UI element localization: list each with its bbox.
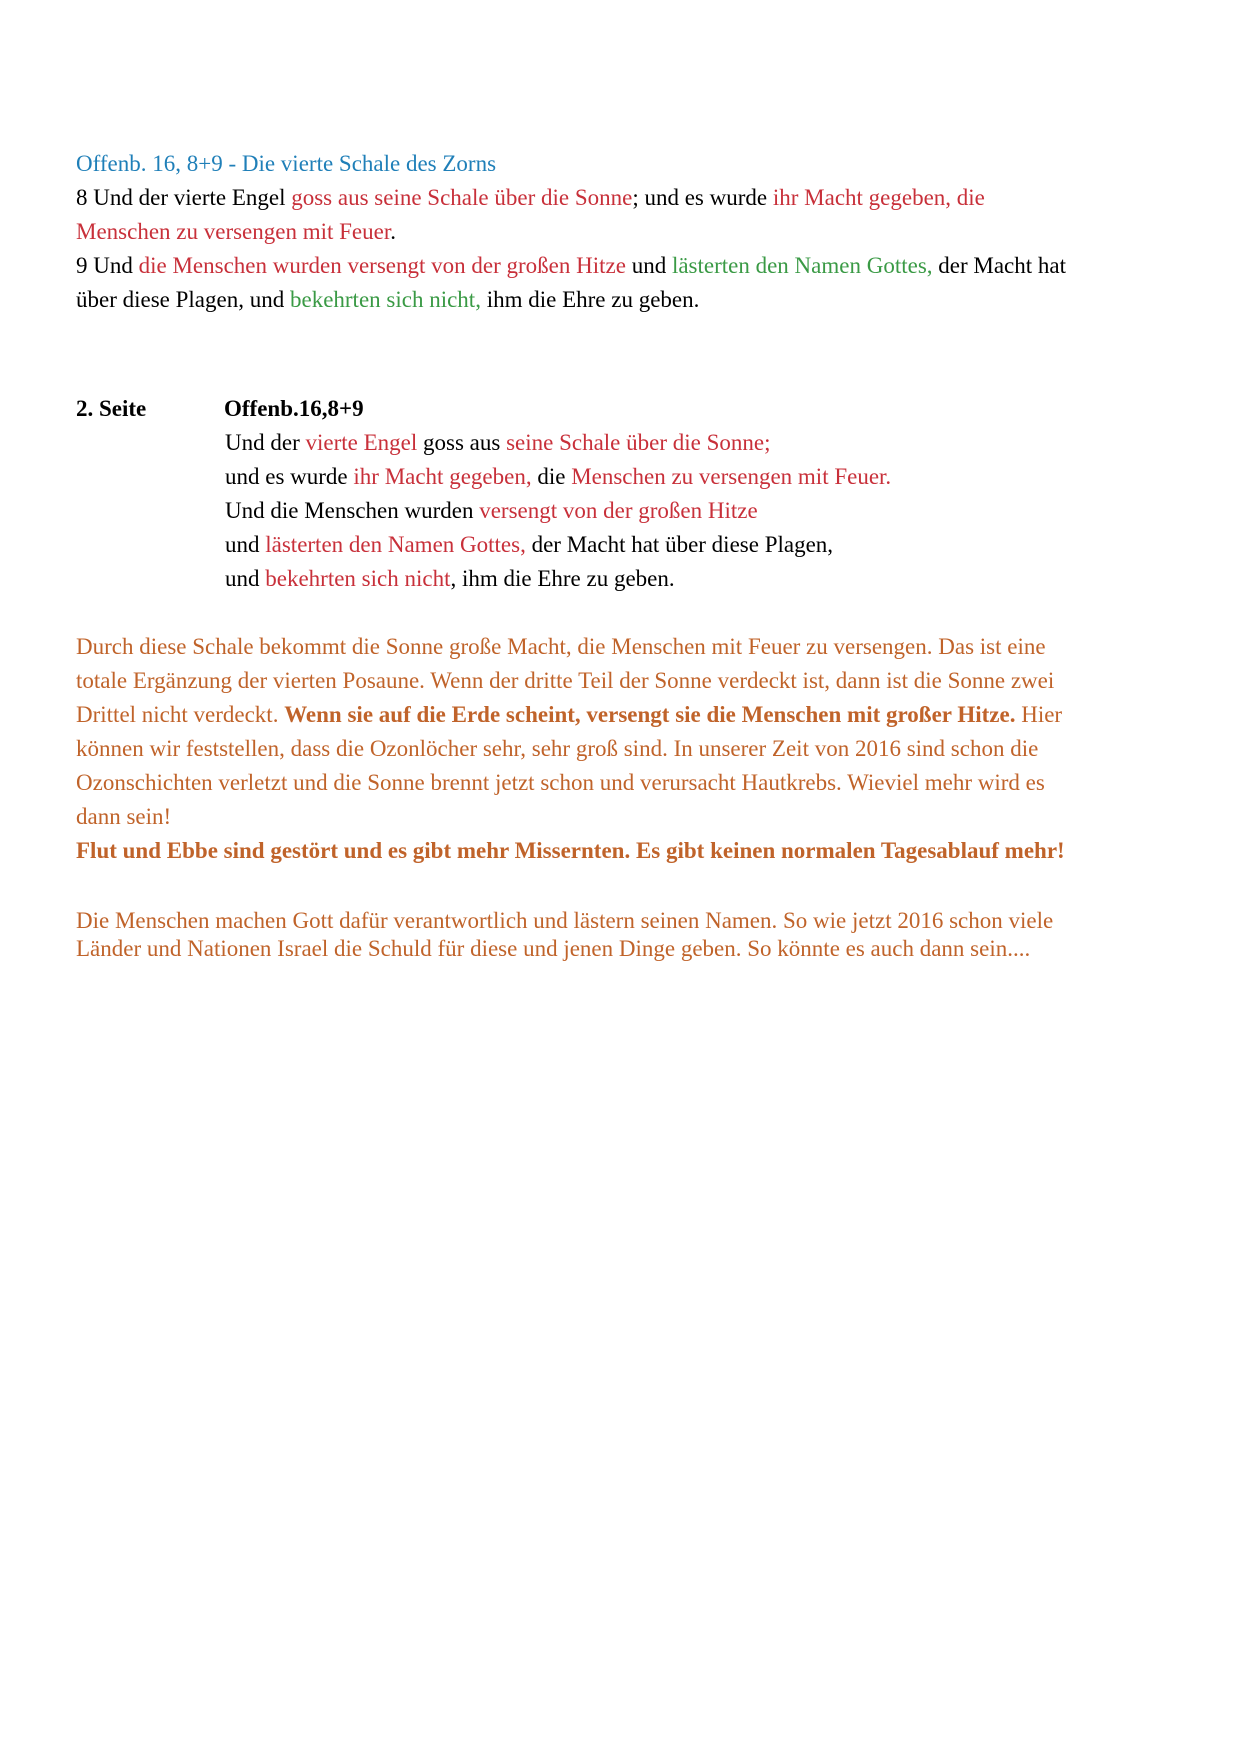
verse-highlight-red: ihr Macht gegeben, die [772, 185, 985, 210]
verse-line-3 [76, 249, 1066, 283]
verse-text: . [390, 219, 396, 244]
structured-verse-line-2 [225, 460, 891, 494]
verse-highlight-red: ihr Macht gegeben, [353, 464, 532, 489]
verse-highlight-red: lästerten den Namen Gottes, [265, 532, 526, 557]
verse-text: und es wurde [225, 464, 354, 489]
section-label: 2. Seite [76, 396, 147, 421]
verse-text: die [531, 464, 572, 489]
verse-highlight-red: goss aus seine Schale über die Sonne [291, 185, 633, 210]
verse-text: der Macht hat [932, 253, 1067, 278]
verse-text: goss aus [417, 430, 507, 455]
verse-text: ihm die Ehre zu geben. [480, 287, 700, 312]
structured-verse-line-3 [225, 494, 758, 528]
verse-text: und [625, 253, 672, 278]
verse-text: 8 Und der vierte Engel [76, 185, 292, 210]
commentary-line-4: können wir feststellen, dass die Ozonlöcher sehr, sehr groß sind. In unserer Zeit von 2016 sind schon die [76, 736, 1039, 761]
verse-highlight-red: Menschen zu versengen mit Feuer [76, 219, 391, 244]
verse-reference: Offenb.16,8+9 [224, 396, 364, 421]
verse-highlight-red: die Menschen wurden versengt von der großen Hitze [138, 253, 626, 278]
commentary-line-6: dann sein! [76, 804, 172, 829]
verse-text: und [225, 532, 266, 557]
commentary-text: Drittel nicht verdeckt. [76, 702, 285, 727]
commentary-p2-line-1: Die Menschen machen Gott dafür verantwortlich und lästern seinen Namen. So wie jetzt 2016 schon viele [76, 908, 1054, 933]
commentary-emphasis: Wenn sie auf die Erde scheint, versengt sie die Menschen mit großer Hitze. [284, 702, 1016, 727]
verse-text: Und der [225, 430, 306, 455]
commentary-line-5: Ozonschichten verletzt und die Sonne brennt jetzt schon und verursacht Hautkrebs. Wieviel mehr wird es [76, 770, 1045, 795]
verse-highlight-green: lästerten den Namen Gottes, [671, 253, 933, 278]
verse-text: 9 Und [76, 253, 139, 278]
verse-highlight-red: Menschen zu versengen mit Feuer. [571, 464, 892, 489]
commentary-line-1: Durch diese Schale bekommt die Sonne große Macht, die Menschen mit Feuer zu versengen. Das ist eine [76, 634, 1046, 659]
verse-highlight-red: versengt von der großen Hitze [479, 498, 758, 523]
verse-text: über diese Plagen, und [76, 287, 290, 312]
verse-highlight-red: seine Schale über die Sonne; [506, 430, 771, 455]
verse-text: und [225, 566, 266, 591]
verse-line-1 [76, 181, 985, 215]
verse-line-2 [76, 215, 396, 249]
commentary-p2-line-2: Länder und Nationen Israel die Schuld für diese und jenen Dinge geben. So könnte es auch dann sein.... [76, 936, 1031, 961]
verse-text: Und die Menschen wurden [225, 498, 480, 523]
commentary-line-3 [76, 698, 1062, 732]
verse-text: , ihm die Ehre zu geben. [450, 566, 675, 591]
verse-text: ; und es wurde [632, 185, 773, 210]
commentary-bold-statement: Flut und Ebbe sind gestört und es gibt mehr Missernten. Es gibt keinen normalen Tagesablauf mehr! [76, 838, 1065, 863]
verse-highlight-green: bekehrten sich nicht, [289, 287, 481, 312]
document-heading: Offenb. 16, 8+9 - Die vierte Schale des Zorns [76, 151, 497, 176]
structured-verse-line-4 [225, 528, 833, 562]
verse-line-4 [76, 283, 699, 317]
structured-verse-line-1 [225, 426, 770, 460]
structured-verse-line-5 [225, 562, 675, 596]
verse-text: der Macht hat über diese Plagen, [525, 532, 834, 557]
verse-highlight-red: bekehrten sich nicht [265, 566, 451, 591]
verse-highlight-red: vierte Engel [305, 430, 418, 455]
commentary-text: Hier [1015, 702, 1063, 727]
commentary-line-2: totale Ergänzung der vierten Posaune. Wenn der dritte Teil der Sonne verdeckt ist, dann ist die Sonne zwei [76, 668, 1055, 693]
